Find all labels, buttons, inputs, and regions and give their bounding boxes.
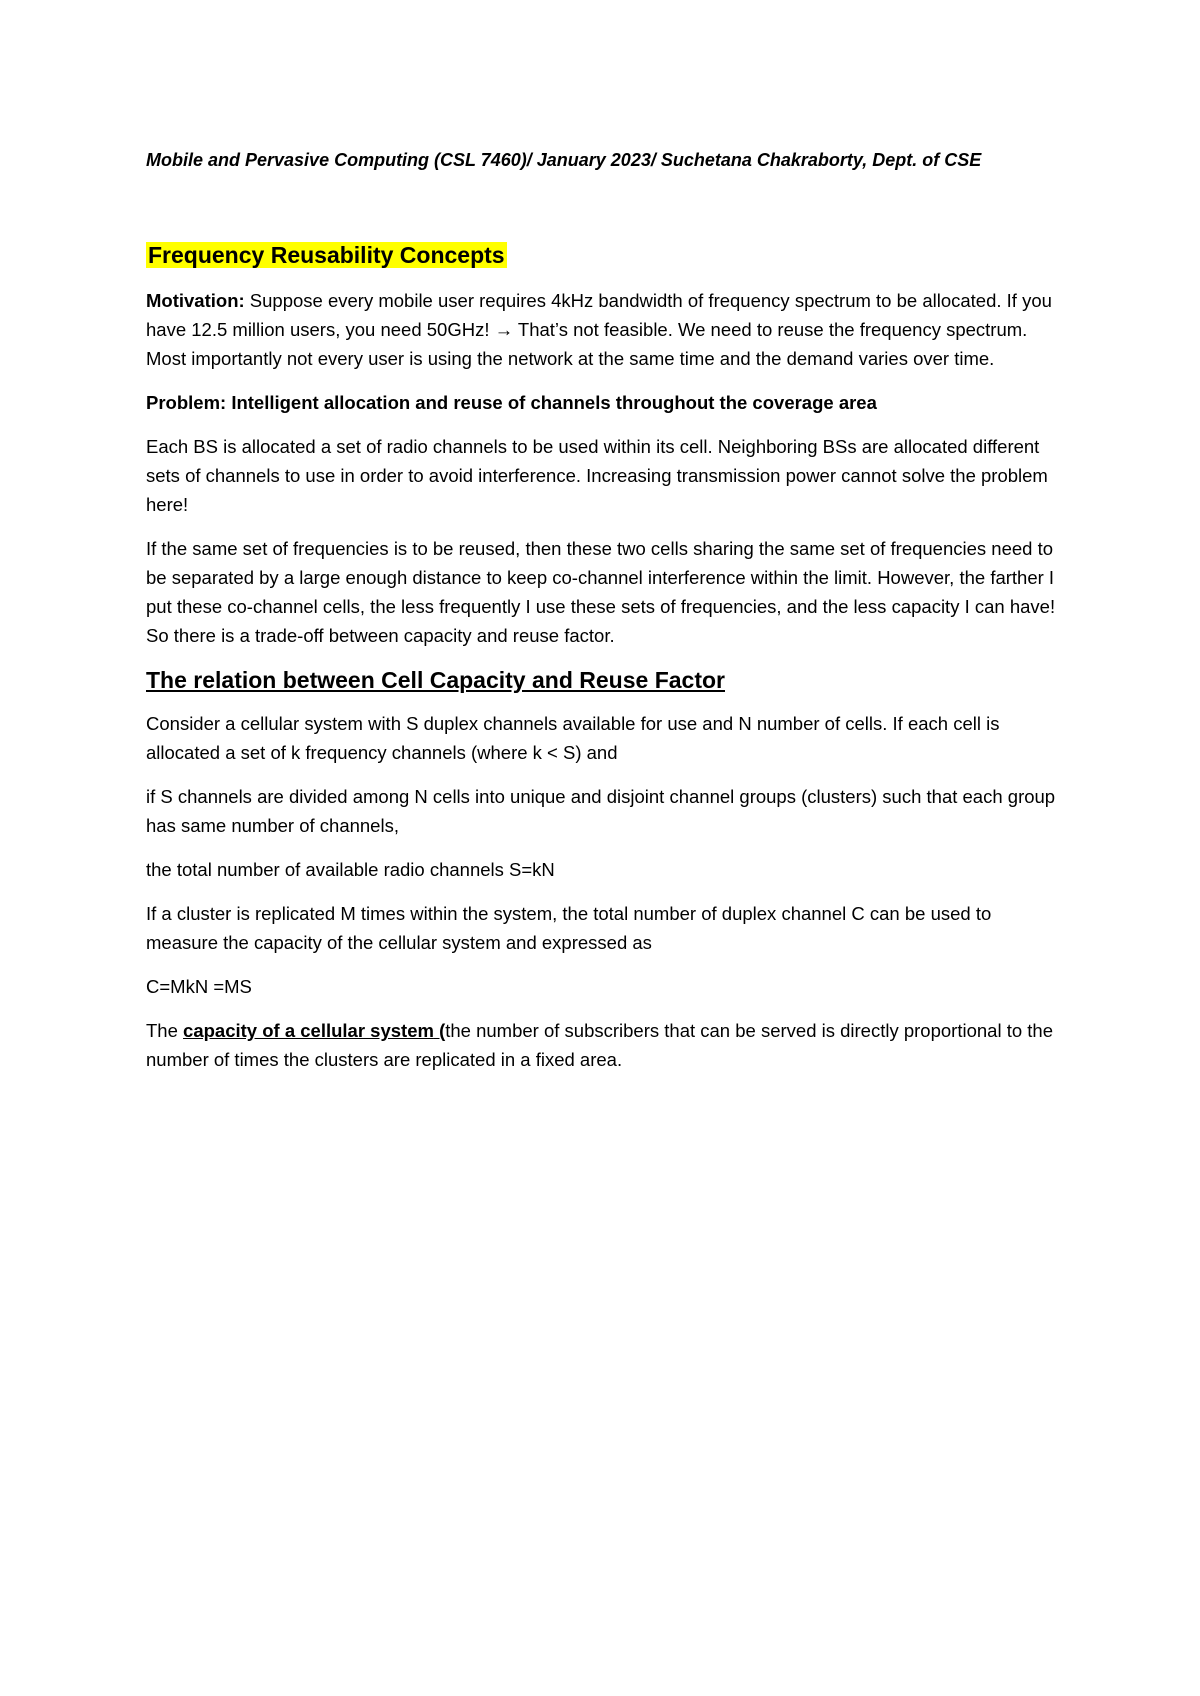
bs-allocation-paragraph: Each BS is allocated a set of radio channels to be used within its cell. Neighboring BSs are allocated different sets of channels to use in order to avoid interference. Increasing transmission power cannot solve the problem here! [146,436,1048,515]
channels-divided-paragraph: if S channels are divided among N cells into unique and disjoint channel groups (clusters) such that each group has same number of channels, [146,786,1056,836]
consider-paragraph: Consider a cellular system with S duplex channels available for use and N number of cells. If each cell is allocated a set of k frequency channels (where k < S) and [146,713,1000,763]
running-header: Mobile and Pervasive Computing (CSL 7460)/ January 2023/ Suchetana Chakraborty, Dept. of CSE [146,150,982,170]
capacity-rest: the number of subscribers that can be served is directly proportional to the number of times the clusters are replicated in a fixed area. [146,1020,1053,1070]
capacity-term: capacity of a cellular system [183,1020,434,1041]
document-content [146,146,1066,1089]
motivation-text: Suppose every mobile user requires 4kHz bandwidth of frequency spectrum to be allocated. If you have 12.5 million users, you need 50GHz! → That’s not feasible. We need to reuse the frequency spectrum. Most importantly not every user is using the network at the same time and the demand varies over time. [146,290,1052,369]
capacity-definition-paragraph [146,1016,1066,1074]
frequency-reuse-paragraph: If the same set of frequencies is to be reused, then these two cells sharing the same set of frequencies need to be separated by a large enough distance to keep co-channel interference within the limit. However, the farther I put these co-channel cells, the less frequently I use these sets of frequencies, and the less capacity I can have! So there is a trade-off between capacity and reuse factor. [146,538,1056,646]
capacity-prefix: The [146,1020,184,1041]
highlighted-heading-text: Frequency Reusability Concepts [148,242,505,268]
section-heading-frequency-reusability [146,240,1066,270]
section-heading-capacity-reuse: The relation between Cell Capacity and Reuse Factor [146,667,725,693]
capacity-paren: ( [433,1020,446,1041]
capacity-formula: C=MkN =MS [146,976,252,997]
motivation-label: Motivation: [146,290,245,311]
motivation-paragraph [146,286,1066,373]
total-channels-paragraph: the total number of available radio channels S=kN [146,859,555,880]
cluster-replication-paragraph: If a cluster is replicated M times within the system, the total number of duplex channel C can be used to measure the capacity of the cellular system and expressed as [146,903,992,953]
problem-statement: Problem: Intelligent allocation and reuse of channels throughout the coverage area [146,392,877,413]
